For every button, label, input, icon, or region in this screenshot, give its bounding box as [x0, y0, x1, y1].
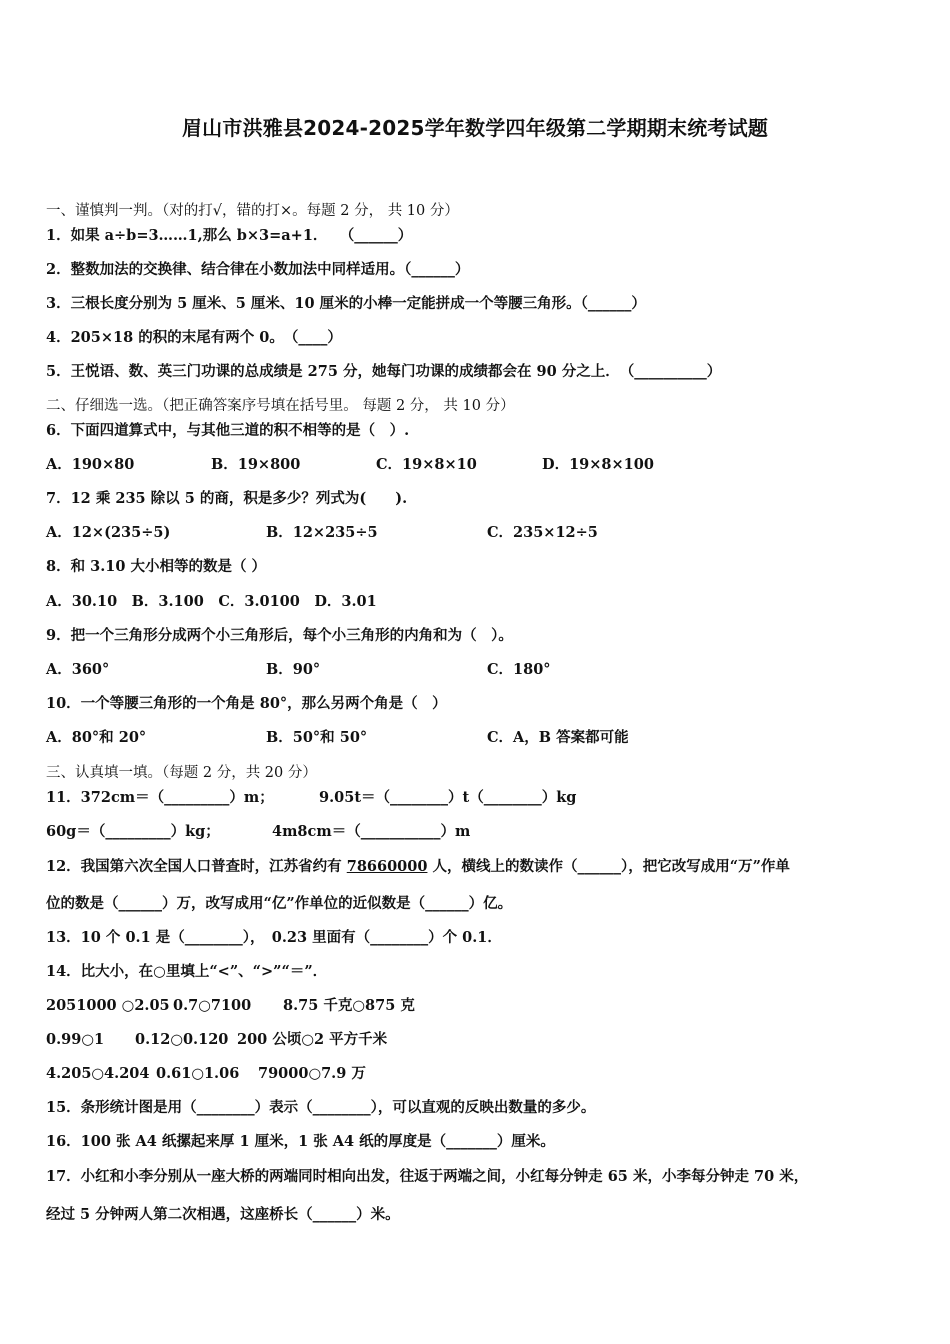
question-8: 8．和 3.10 大小相等的数是（ ） — [46, 558, 267, 575]
q11-part-a: 11．372cm＝（_________）m； — [46, 789, 274, 806]
section-3-header: 三、认真填一填。（每题 2 分，共 20 分） — [46, 765, 317, 781]
option-b: B．50°和 50° — [266, 729, 368, 746]
section-1-header: 一、谨慎判一判。（对的打√，错的打×。每题 2 分， 共 10 分） — [46, 203, 459, 219]
question-4: 4．205×18 的积的末尾有两个 0。 （____） — [46, 329, 342, 346]
question-7-options — [46, 523, 598, 543]
question-9: 9．把一个三角形分成两个小三角形后，每个小三角形的内角和为（ ）。 — [46, 627, 513, 644]
option-b: B．12×235÷5 — [266, 524, 378, 541]
question-11-line-2 — [46, 822, 470, 842]
question-14-row-1 — [46, 996, 415, 1016]
question-1: 1．如果 a÷b=3……1,那么 b×3=a+1． （______） — [46, 227, 413, 244]
option-d: D．19×8×100 — [542, 456, 654, 473]
compare-item: 0.7○7100 — [173, 997, 252, 1014]
section-2-header: 二、仔细选一选。（把正确答案序号填在括号里。 每题 2 分， 共 10 分） — [46, 398, 515, 414]
q12-underlined-number: 78660000 — [346, 858, 428, 875]
q11-part-b: 9.05t＝（________）t（________）kg — [319, 789, 577, 806]
question-8-options: A．30.10 B．3.100 C．3.0100 D．3.01 — [46, 593, 377, 610]
question-14: 14．比大小，在○里填上“<”、“>”“＝”． — [46, 963, 328, 980]
compare-item: 4.205○4.204 — [46, 1065, 150, 1082]
question-13: 13．10 个 0.1 是（________）， 0.23 里面有（________）个 0.1． — [46, 929, 502, 946]
question-3: 3．三根长度分别为 5 厘米、5 厘米、10 厘米的小棒一定能拼成一个等腰三角形。（______） — [46, 295, 646, 312]
q12-text-pre: 12．我国第六次全国人口普查时，江苏省约有 — [46, 858, 347, 875]
compare-item: 200 公顷○2 平方千米 — [237, 1031, 388, 1048]
compare-item: 0.12○0.120 — [135, 1031, 229, 1048]
option-c: C．19×8×10 — [376, 456, 477, 473]
q12-text-post: 人，横线上的数读作（______），把它改写成用“万”作单 — [427, 858, 790, 875]
compare-item: 8.75 千克○875 克 — [283, 997, 415, 1014]
question-14-row-2 — [46, 1030, 387, 1050]
question-12-line-1 — [46, 857, 790, 877]
question-10: 10．一个等腰三角形的一个角是 80°，那么另两个角是（ ） — [46, 695, 447, 712]
compare-item: 0.61○1.06 — [156, 1065, 240, 1082]
option-b: B．90° — [266, 661, 321, 678]
question-15: 15．条形统计图是用（________）表示（________），可以直观的反映出数量的多少。 — [46, 1099, 596, 1116]
q11-part-d: 4m8cm＝（___________）m — [272, 823, 471, 840]
compare-item: 0.99○1 — [46, 1031, 105, 1048]
question-11-line-1 — [46, 788, 576, 808]
option-a: A．190×80 — [46, 456, 135, 473]
question-17-line-2: 经过 5 分钟两人第二次相遇，这座桥长（______）米。 — [46, 1206, 400, 1223]
question-2: 2．整数加法的交换律、结合律在小数加法中同样适用。（______） — [46, 261, 470, 278]
option-a: A．360° — [46, 661, 110, 678]
question-6-options — [46, 455, 654, 475]
option-b: B．19×800 — [211, 456, 301, 473]
question-14-row-3 — [46, 1064, 366, 1084]
question-7: 7．12 乘 235 除以 5 的商，积是多少？列式为( ). — [46, 490, 408, 507]
question-10-options — [46, 728, 629, 748]
option-a: A．12×(235÷5) — [46, 524, 171, 541]
question-5: 5．王悦语、数、英三门功课的总成绩是 275 分，她每门功课的成绩都会在 90 分之上． （__________） — [46, 363, 722, 380]
option-c: C．A，B 答案都可能 — [487, 729, 629, 746]
question-12-line-2: 位的数是（______）万，改写成用“亿”作单位的近似数是（______）亿。 — [46, 895, 513, 912]
q11-part-c: 60g＝（_________）kg； — [46, 823, 220, 840]
compare-item: 2051000 ○2.05 — [46, 997, 170, 1014]
question-9-options — [46, 660, 551, 680]
option-c: C．235×12÷5 — [487, 524, 598, 541]
exam-title: 眉山市洪雅县2024-2025学年数学四年级第二学期期末统考试题 — [181, 116, 769, 140]
question-16: 16．100 张 A4 纸摞起来厚 1 厘米，1 张 A4 纸的厚度是（_______）厘米。 — [46, 1133, 555, 1150]
question-6: 6．下面四道算式中，与其他三道的积不相等的是（ ）. — [46, 422, 410, 439]
compare-item: 79000○7.9 万 — [258, 1065, 366, 1082]
question-17-line-1: 17．小红和小李分别从一座大桥的两端同时相向出发，往返于两端之间，小红每分钟走 65 米，小李每分钟走 70 米， — [46, 1168, 809, 1185]
option-a: A．80°和 20° — [46, 729, 147, 746]
option-c: C．180° — [487, 661, 551, 678]
